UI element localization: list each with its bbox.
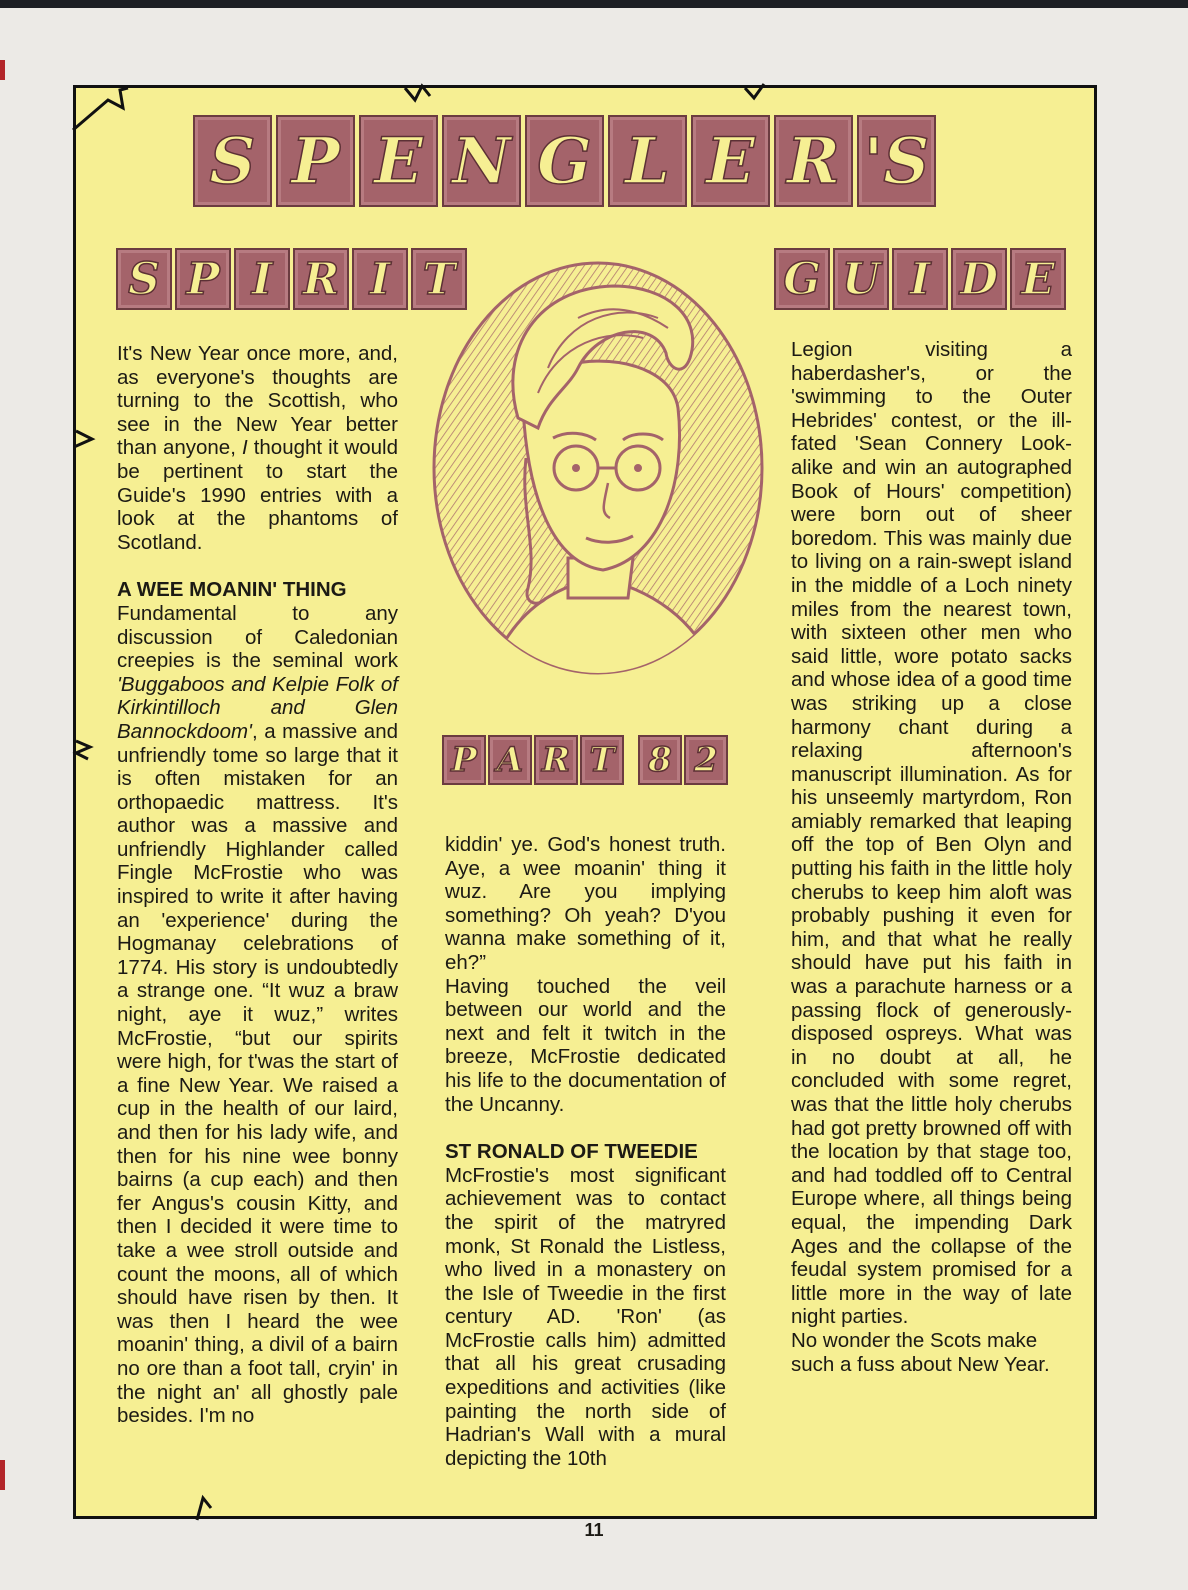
intro-text-cont: thought it would be pertinent to start the Guide's 1990 entries with a look at the phantoms of Scotland. [117, 436, 399, 554]
title-letter-tile: 2 [684, 735, 728, 785]
body-paragraph: McFrostie's most significant achievement was to contact the spirit of the matryred monk, St Ronald the Listless, who lived in a monastery on the Isle of Tweedie in the first century AD. 'Ron' (as McFrostie calls him) admitted that all his great crusading expeditions and activities (like painting the north side of Hadrian's Wall with a mural depicting the 10th [445, 1163, 726, 1470]
section-heading-wee-moanin: A WEE MOANIN' THING [117, 578, 347, 602]
title-letter-tile: I [352, 248, 408, 310]
title-letter-tile: 'S [857, 115, 936, 207]
title-letter-tile: G [774, 248, 830, 310]
title-letter-tile: I [234, 248, 290, 310]
top-edge-strip [0, 0, 1188, 8]
spengler-portrait-illustration [428, 258, 768, 678]
title-letter-tile: L [608, 115, 687, 207]
title-letter-tile: R [534, 735, 578, 785]
title-letter-tile: 8 [638, 735, 682, 785]
part-label [442, 735, 730, 785]
page-number: 11 [584, 1520, 604, 1540]
title-letter-tile: U [833, 248, 889, 310]
notch-icon [740, 78, 780, 108]
title-letter-tile: R [293, 248, 349, 310]
column-1 [117, 342, 398, 1428]
notch-icon [400, 78, 440, 108]
title-letter-tile: I [892, 248, 948, 310]
title-letter-tile: A [488, 735, 532, 785]
column-3 [791, 338, 1072, 1376]
title-letter-tile: S [193, 115, 272, 207]
title-guide [774, 248, 1069, 310]
title-letter-tile: E [359, 115, 438, 207]
title-letter-tile: N [442, 115, 521, 207]
notch-icon [62, 425, 102, 455]
title-letter-tile: D [951, 248, 1007, 310]
title-letter-tile: G [525, 115, 604, 207]
title-letter-tile: E [691, 115, 770, 207]
notch-icon [62, 735, 102, 765]
body-paragraph: Having touched the veil between our world and the next and felt it twitch in the breeze, McFrostie dedicated his life to the documentation of the Uncanny. [445, 974, 726, 1116]
body-paragraph: kiddin' ye. God's honest truth. Aye, a wee moanin' thing it wuz. Are you implying something? Oh yeah? D'you wanna make something of it, eh?” [445, 833, 726, 974]
intro-italic-text: I [241, 436, 248, 460]
page-edge-mark [0, 1460, 5, 1490]
intro-paragraph [117, 342, 398, 554]
section-heading-st-ronald: ST RONALD OF TWEEDIE [445, 1140, 698, 1164]
title-letter-tile: T [411, 248, 467, 310]
page-edge-mark [0, 60, 5, 80]
title-letter-tile: P [276, 115, 355, 207]
title-letter-tile: R [774, 115, 853, 207]
intro-text: It's New Year once more, and, as everyone's thoughts are turning to the Scottish, who see in the New Year better than anyone, [117, 342, 398, 460]
body-text-cont: , a massive and unfriendly tome so large that it is often mistaken for an orthopaedic mattress. It's author was a massive and unfriendly Highlander called Fingle McFrostie who was inspired to write it after having an 'experience' during the Hogmanay celebrations of 1774. His story is undoubtedly a strange one. “It wuz a braw night, aye it wuz,” writes McFrostie, “but our spirits were high, for t'was the start of a fine New Year. We raised a cup in the health of our laird, and then for his lady wife, and then for his nine wee bonny bairns (a cup each) and then fer Angus's cousin Kitty, and then I decided it were time to take a wee stroll outside and count the moons, all of which should have risen by then. It was then I heard the wee moanin' thing, a divil of a bairn no ore than a foot tall, cryin' in the night an' all ghostly pale besides. I'm no [117, 719, 398, 1428]
column-2 [445, 833, 726, 1470]
body-paragraph: No wonder the Scots make such a fuss about New Year. [791, 1328, 1050, 1376]
body-paragraph [117, 602, 398, 1428]
title-letter-tile: T [580, 735, 624, 785]
torn-corner-icon [68, 80, 138, 140]
title-letter-tile: P [175, 248, 231, 310]
title-letter-tile: E [1010, 248, 1066, 310]
title-spenglers [193, 115, 940, 207]
title-spirit [116, 248, 470, 310]
body-paragraph: Legion visiting a haberdasher's, or the 'swimming to the Outer Hebrides' contest, or the ill-fated 'Sean Connery Look-alike and win an autographed Book of Hours' competition) were born out of sheer boredom. This was mainly due to living on a rain-swept island in the middle of a Loch ninety miles from the nearest town, with sixteen other men who said little, wore potato sacks and whose idea of a good time was striking up a close harmony chant during a relaxing afternoon's manuscript illumination. As for his unseemly martyrdom, Ron amiably remarked that leaping off the top of Ben Olyn and putting his faith in the little holy cherubs to keep him aloft was probably pushing it even for him, and that what he really should have put his faith in was a parachute harness or a passing flock of generously-disposed ospreys. What was in no doubt at all, he concluded with some regret, was that the little holy cherubs had got pretty browned off with the location by that stage too, and had toddled off to Central Europe where, all things being equal, the impending Dark Ages and the collapse of the feudal system promised for a little more in the way of late night parties. [791, 338, 1072, 1329]
title-letter-tile: P [442, 735, 486, 785]
title-letter-tile: S [116, 248, 172, 310]
body-text: Fundamental to any discussion of Caledonian creepies is the seminal work [117, 601, 398, 673]
book-title-italic: 'Buggaboos and Kelpie Folk of Kirkintilloch and Glen Bannockdoom' [117, 672, 398, 743]
